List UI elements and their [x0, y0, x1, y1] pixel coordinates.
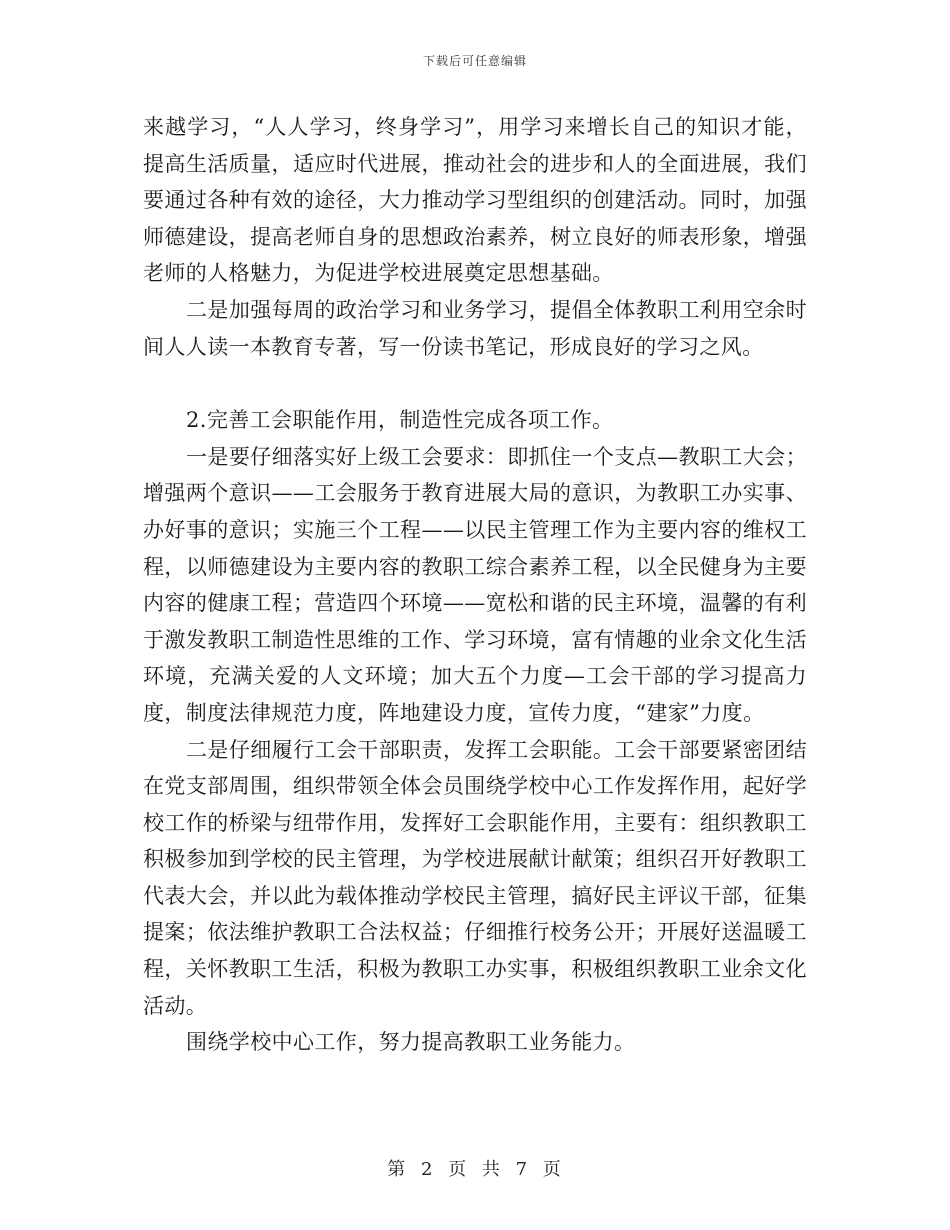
page-number: 第 2 页 共 7 页	[387, 1159, 563, 1180]
paragraph-study: 二是加强每周的政治学习和业务学习，提倡全体教职工利用空余时间人人读一本教育专著，写一份读书笔记，形成良好的学习之风。	[143, 297, 807, 359]
paragraph-center-work: 围绕学校中心工作，努力提高教职工业务能力。	[186, 1030, 636, 1055]
paragraph-gap	[143, 365, 807, 402]
paragraph-requirements: 一是要仔细落实好上级工会要求：即抓住一个支点—教职工大会；增强两个意识——工会服务于教育进展大局的意识，为教职工办实事、办好事的意识；实施三个工程——以民主管理工作为主要内容的维权工程，以师德建设为主要内容的教职工综合素养工程，以全民健身为主要内容的健康工程；营造四个环境——宽松和谐的民主环境，温馨的有利于激发教职工制造性思维的工作、学习环境，富有情趣的业余文化生活环境，充满关爱的人文环境；加大五个力度—工会干部的学习提高力度，制度法律规范力度，阵地建设力度，宣传力度，“建家”力度。	[143, 444, 807, 725]
paragraph-duties: 二是仔细履行工会干部职责，发挥工会职能。工会干部要紧密团结在党支部周围，组织带领全体会员围绕学校中心工作发挥作用，起好学校工作的桥梁与纽带作用，发挥好工会职能作用，主要有：组织教职工积极参加到学校的民主管理，为学校进展献计献策；组织召开好教职工代表大会，并以此为载体推动学校民主管理，搞好民主评议干部，征集提案；依法维护教职工合法权益；仔细推行校务公开；开展好送温暖工程，关怀教职工生活，积极为教职工办实事，积极组织教职工业余文化活动。	[143, 737, 807, 1018]
paragraph-continuation: 来越学习，“人人学习，终身学习”，用学习来增长自己的知识才能，提高生活质量，适应时代进展，推动社会的进步和人的全面进展，我们要通过各种有效的途径，大力推动学习型组织的创建活动。同时，加强师德建设，提高老师自身的思想政治素养，树立良好的师表形象，增强老师的人格魅力，为促进学校进展奠定思想基础。	[143, 115, 807, 286]
page-header: 下载后可任意编辑	[422, 54, 527, 68]
section-heading: 2.完善工会职能作用，制造性完成各项工作。	[186, 408, 614, 433]
document-body	[143, 109, 807, 1061]
